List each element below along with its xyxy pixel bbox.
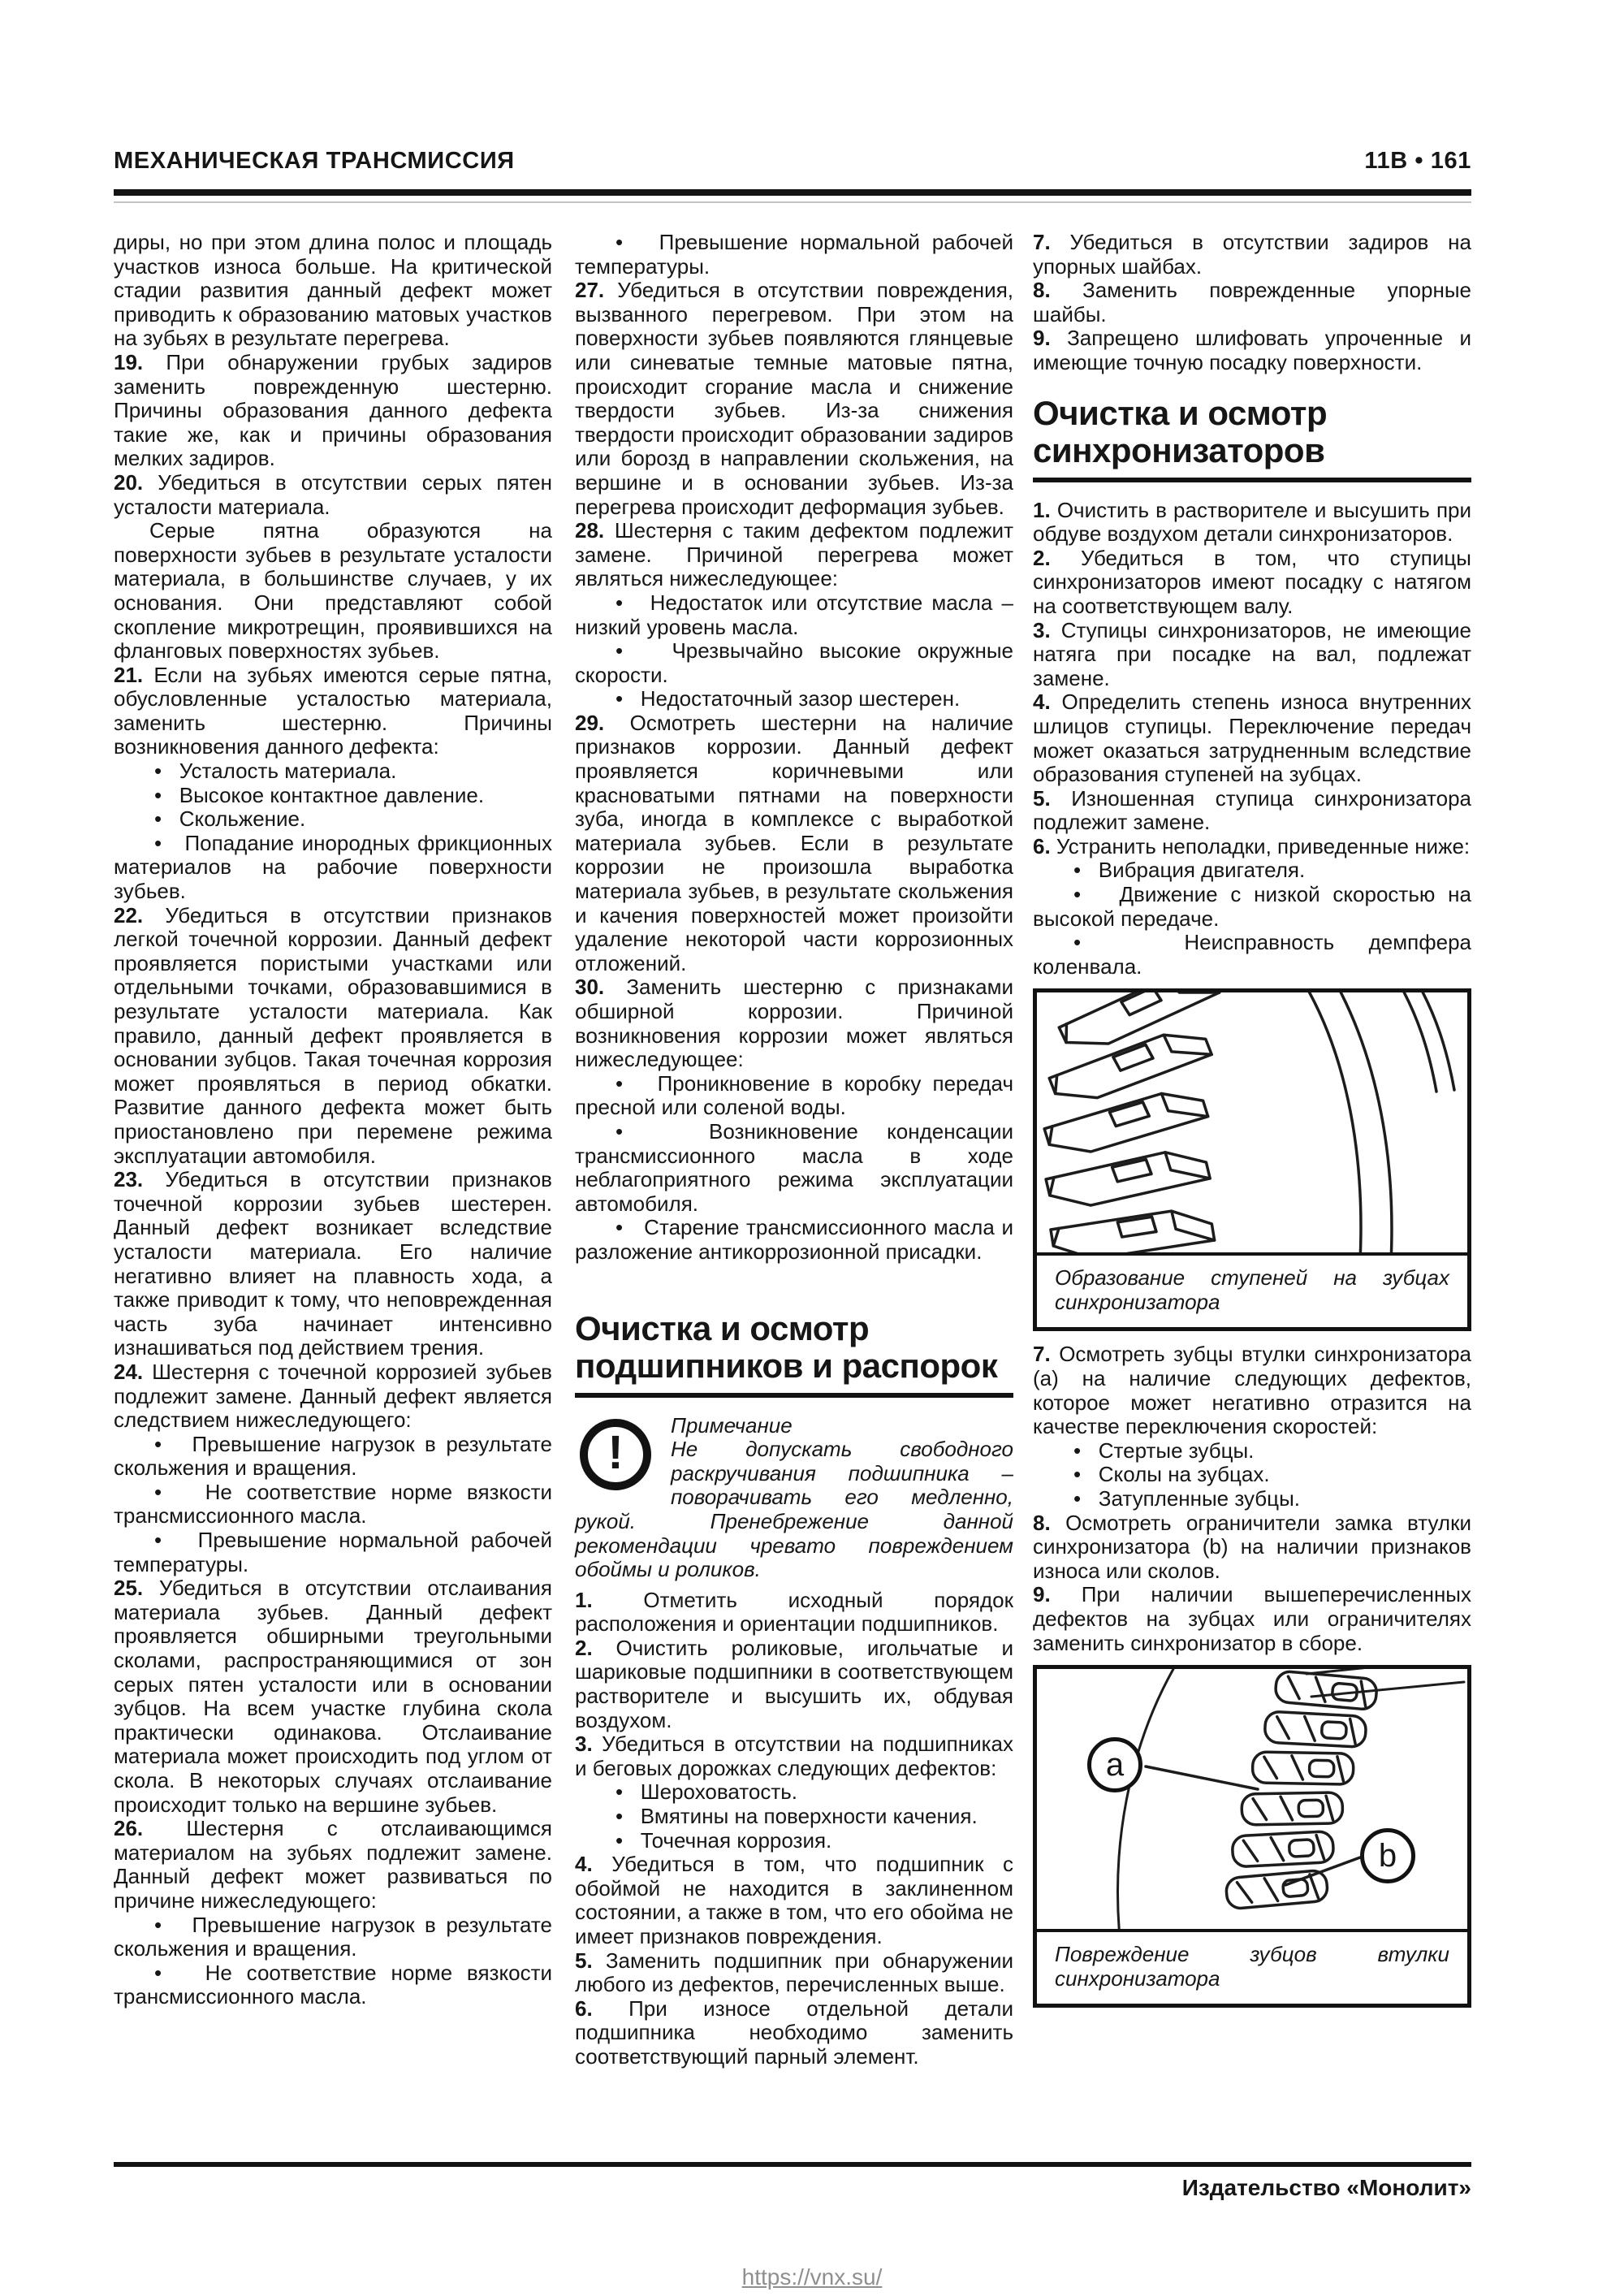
- figure-fig2: [1033, 1665, 1471, 2008]
- item-number: 8.: [1033, 1510, 1051, 1535]
- item-number: 25.: [114, 1576, 144, 1601]
- bullet-item: • Вибрация двигателя.: [1073, 858, 1306, 883]
- header-rule: [114, 189, 1471, 196]
- warning-icon: !: [580, 1419, 651, 1490]
- item-number: 4.: [575, 1852, 593, 1877]
- callout-b: b: [1360, 1828, 1415, 1883]
- numbered-item: 8. Заменить поврежденные упорные шайбы.: [1033, 278, 1471, 326]
- item-number: 26.: [114, 1816, 144, 1841]
- item-number: 7.: [1033, 1342, 1051, 1367]
- bullet-item: • Шероховатость.: [615, 1779, 798, 1805]
- note-block: [575, 1414, 1013, 1582]
- numbered-item: 29. Осмотреть шестерни на наличие признаков коррозии. Данный дефект проявляется коричневыми или красноватыми пятнами на поверхности зуба, иногда в комплексе с выработкой материала зубьев. Если в результате коррозии не произошла выработка материала зубьев, в результате скольжения и качения поверхностей может произойти удаление некоторой части коррозионных отложений.: [575, 710, 1013, 975]
- numbered-item: 7. Осмотреть зубцы втулки синхронизатора (а) на наличие следующих дефектов, которое может негативно отразится на качестве переключения скоростей:: [1033, 1342, 1471, 1439]
- bullet-item: • Движение с низкой скоростью на высокой передаче.: [1033, 882, 1471, 931]
- bullet-item: • Превышение нормальной рабочей температуры.: [575, 230, 1013, 279]
- section-heading-line: подшипников и распорок: [575, 1346, 998, 1385]
- figure-art-fig1: [1037, 992, 1467, 1252]
- item-number: 22.: [114, 902, 144, 927]
- figure-caption: Образование ступеней на зубцах синхронизатора: [1037, 1252, 1467, 1327]
- numbered-item: 21. Если на зубьях имеются серые пятна, обусловленные усталостью материала, заменить шестерню. Причины возникновения данного дефекта:: [114, 662, 552, 759]
- item-number: 29.: [575, 710, 605, 735]
- item-number: 28.: [575, 518, 605, 543]
- numbered-item: 20. Убедиться в отсутствии серых пятен усталости материала.: [114, 469, 552, 519]
- item-number: 27.: [575, 278, 605, 303]
- item-number: 6.: [575, 1995, 593, 2021]
- item-number: 6.: [1033, 833, 1051, 858]
- bullet-item: • Не соответствие норме вязкости трансмиссионного масла.: [114, 1479, 552, 1529]
- publisher-credit: Издательство «Монолит»: [1181, 2175, 1471, 2200]
- numbered-item: 7. Убедиться в отсутствии задиров на упорных шайбах.: [1033, 230, 1471, 279]
- section-heading-line: синхронизаторов: [1033, 430, 1325, 469]
- bullet-item: • Усталость материала.: [154, 759, 397, 784]
- item-number: 3.: [575, 1732, 593, 1757]
- note-text: Не допускать свободного раскручивания подшипника – поворачивать его медленно, рукой. Пренебрежение данной рекомендации чревато повреждением обоймы и роликов.: [575, 1437, 1013, 1582]
- numbered-item: 3. Ступицы синхронизаторов, не имеющие натяга при посадке на вал, подлежат замене.: [1033, 617, 1471, 690]
- bullet-item: • Превышение нормальной рабочей температуры.: [114, 1528, 552, 1576]
- bullet-item: • Стертые зубцы.: [1073, 1438, 1255, 1463]
- text-column-2: [575, 231, 1013, 2069]
- section-heading: [575, 1310, 1013, 1398]
- bullet-item: • Неисправность демпфера коленвала.: [1033, 930, 1471, 979]
- numbered-item: 28. Шестерня с таким дефектом подлежит замене. Причиной перегрева может являться нижеследующее:: [575, 518, 1013, 591]
- item-number: 1.: [575, 1587, 593, 1612]
- item-number: 9.: [1033, 326, 1051, 351]
- bullet-item: • Затупленные зубцы.: [1073, 1486, 1300, 1511]
- numbered-item: 4. Определить степень износа внутренних шлицов ступицы. Переключение передач может оказаться затрудненным вследствие образования ступеней на зубцах.: [1033, 690, 1471, 787]
- text-column-1: [114, 231, 552, 2009]
- bullet-item: • Чрезвычайно высокие окружные скорости.: [575, 638, 1013, 687]
- numbered-item: 9. Запрещено шлифовать упроченные и имеющие точную посадку поверхности.: [1033, 326, 1471, 374]
- page-header: [114, 148, 1471, 175]
- numbered-item: 27. Убедиться в отсутствии повреждения, вызванного перегревом. При этом на поверхности зубьев появляются глянцевые или синеватые темные матовые пятна, происходит сгорание масла и снижение твердости зубьев. Из-за снижения твердости происходит образовании задиров или борозд в направлении скольжения, на вершине и в основании зубьев. Из-за перегрева происходит деформация зубьев.: [575, 278, 1013, 519]
- numbered-item: 1. Отметить исходный порядок расположения и ориентации подшипников.: [575, 1587, 1013, 1637]
- section-heading-line: Очистка и осмотр: [1033, 393, 1328, 432]
- item-number: 19.: [114, 349, 144, 374]
- item-number: 8.: [1033, 278, 1051, 303]
- numbered-item: 30. Заменить шестерню с признаками обширной коррозии. Причиной возникновения коррозии может являться нижеследующее:: [575, 975, 1013, 1072]
- bullet-item: • Недостаток или отсутствие масла – низкий уровень масла.: [575, 590, 1013, 639]
- bullet-item: • Сколы на зубцах.: [1073, 1462, 1270, 1487]
- paragraph: диры, но при этом длина полос и площадь участков износа больше. На критической стадии развития данный дефект может приводить к образованию матовых участков на зубьях в результате перегрева.: [114, 230, 552, 351]
- figure-fig1: [1033, 988, 1471, 1331]
- item-number: 24.: [114, 1359, 144, 1384]
- section-title: МЕХАНИЧЕСКАЯ ТРАНСМИССИЯ: [114, 148, 515, 174]
- numbered-item: 4. Убедиться в том, что подшипник с обоймой не находится в заклиненном состоянии, а также в том, что его обойма не имеет признаков повреждения.: [575, 1852, 1013, 1948]
- item-number: 5.: [1033, 785, 1051, 811]
- bullet-item: • Превышение нагрузок в результате скольжения и вращения.: [114, 1912, 552, 1961]
- item-number: 4.: [1033, 690, 1051, 715]
- numbered-item: 22. Убедиться в отсутствии признаков легкой точечной коррозии. Данный дефект проявляется пористыми участками или отдельными точками, образовавшимися в результате усталости материала. Как правило, данный дефект проявляется в основании зубцов. Такая точечная коррозия может проявляться в период обкатки. Развитие данного дефекта может быть приостановлено при перемене режима эксплуатации автомобиля.: [114, 902, 552, 1168]
- item-number: 5.: [575, 1948, 593, 1973]
- bullet-item: • Проникновение в коробку передач пресной или соленой воды.: [575, 1070, 1013, 1120]
- header-rule-thin: [114, 201, 1471, 203]
- bullet-item: • Возникновение конденсации трансмиссионного масла в ходе неблагоприятного режима эксплуатации автомобиля.: [575, 1118, 1013, 1216]
- numbered-item: 1. Очистить в растворителе и высушить при обдуве воздухом детали синхронизаторов.: [1033, 497, 1471, 547]
- bullet-item: • Попадание инородных фрикционных материалов на рабочие поверхности зубьев.: [114, 830, 552, 904]
- bullet-item: • Старение трансмиссионного масла и разложение антикоррозионной присадки.: [575, 1215, 1013, 1264]
- page-number: 11В • 161: [1364, 148, 1471, 174]
- item-number: 30.: [575, 975, 605, 1000]
- watermark-link[interactable]: https://vnx.su/: [741, 2264, 883, 2290]
- text-column-3: [1033, 231, 1471, 2019]
- numbered-item: 2. Очистить роликовые, игольчатые и шариковые подшипники в соответствующем растворителе и высушить их, обдувая воздухом.: [575, 1635, 1013, 1732]
- note-title: Примечание: [671, 1412, 793, 1438]
- paragraph: Серые пятна образуются на поверхности зубьев в результате усталости материала, в большинстве случаев, у их основания. Они представляют собой скопление микротрещин, проявившихся на фланговых поверхностях зубьев.: [114, 518, 552, 664]
- numbered-item: 5. Заменить подшипник при обнаружении любого из дефектов, перечисленных выше.: [575, 1948, 1013, 1997]
- numbered-item: 8. Осмотреть ограничители замка втулки синхронизатора (b) на наличии признаков износа или сколов.: [1033, 1510, 1471, 1583]
- footer-rule: [114, 2162, 1471, 2167]
- numbered-item: 9. При наличии вышеперечисленных дефектов на зубцах или ограничителях заменить синхронизатор в сборе.: [1033, 1582, 1471, 1655]
- numbered-item: 25. Убедиться в отсутствии отслаивания материала зубьев. Данный дефект проявляется обширными треугольными сколами, распространяющимися от зон серых пятен усталости или в основании зубцов. На всем участке глубина скола практически одинакова. Отслаивание материала может происходить под углом от скола. В некоторых случаях отслаивание происходит только на вершине зубьев.: [114, 1576, 552, 1817]
- item-number: 7.: [1033, 230, 1051, 254]
- figure-art-fig2: [1037, 1669, 1467, 1929]
- item-number: 3.: [1033, 617, 1051, 642]
- bullet-item: • Не соответствие норме вязкости трансмиссионного масла.: [114, 1960, 552, 2009]
- numbered-item: 23. Убедиться в отсутствии признаков точечной коррозии зубьев шестерен. Данный дефект возникает вследствие усталости материала. Его наличие негативно влияет на плавность хода, а также приводит к тому, что неповрежденная часть зуба начинает интенсивно изнашиваться под действием трения.: [114, 1167, 552, 1360]
- bullet-item: • Высокое контактное давление.: [154, 782, 485, 807]
- section-heading: [1033, 395, 1471, 482]
- bullet-item: • Точечная коррозия.: [615, 1827, 832, 1853]
- numbered-item: 24. Шестерня с точечной коррозией зубьев подлежит замене. Данный дефект является следствием нижеследующего:: [114, 1359, 552, 1433]
- item-number: 1.: [1033, 497, 1051, 522]
- item-number: 20.: [114, 469, 144, 495]
- numbered-item: 6. Устранить неполадки, приведенные ниже:: [1033, 833, 1471, 858]
- bullet-item: • Недостаточный зазор шестерен.: [615, 686, 961, 711]
- section-heading-line: Очистка и осмотр: [575, 1308, 870, 1347]
- bullet-item: • Превышение нагрузок в результате скольжения и вращения.: [114, 1431, 552, 1481]
- numbered-item: 3. Убедиться в отсутствии на подшипниках и беговых дорожках следующих дефектов:: [575, 1732, 1013, 1780]
- item-number: 21.: [114, 662, 144, 687]
- bullet-item: • Скольжение.: [154, 806, 306, 832]
- numbered-item: 26. Шестерня с отслаивающимся материалом на зубьях подлежит замене. Данный дефект может развиваться по причине нижеследующего:: [114, 1816, 552, 1913]
- item-number: 2.: [575, 1635, 593, 1660]
- numbered-item: 6. При износе отдельной детали подшипника необходимо заменить соответствующий парный элемент.: [575, 1995, 1013, 2069]
- numbered-item: 2. Убедиться в том, что ступицы синхронизаторов имеют посадку с натягом на соответствующем валу.: [1033, 545, 1471, 618]
- callout-a: a: [1087, 1737, 1142, 1792]
- numbered-item: 5. Изношенная ступица синхронизатора подлежит замене.: [1033, 785, 1471, 835]
- numbered-item: 19. При обнаружении грубых задиров заменить поврежденную шестерню. Причины образования данного дефекта такие же, как и причины образования мелких задиров.: [114, 349, 552, 471]
- item-number: 9.: [1033, 1582, 1051, 1607]
- item-number: 23.: [114, 1167, 144, 1192]
- bullet-item: • Вмятины на поверхности качения.: [615, 1804, 978, 1829]
- item-number: 2.: [1033, 545, 1051, 570]
- figure-caption: Повреждение зубцов втулки синхронизатора: [1037, 1929, 1467, 2004]
